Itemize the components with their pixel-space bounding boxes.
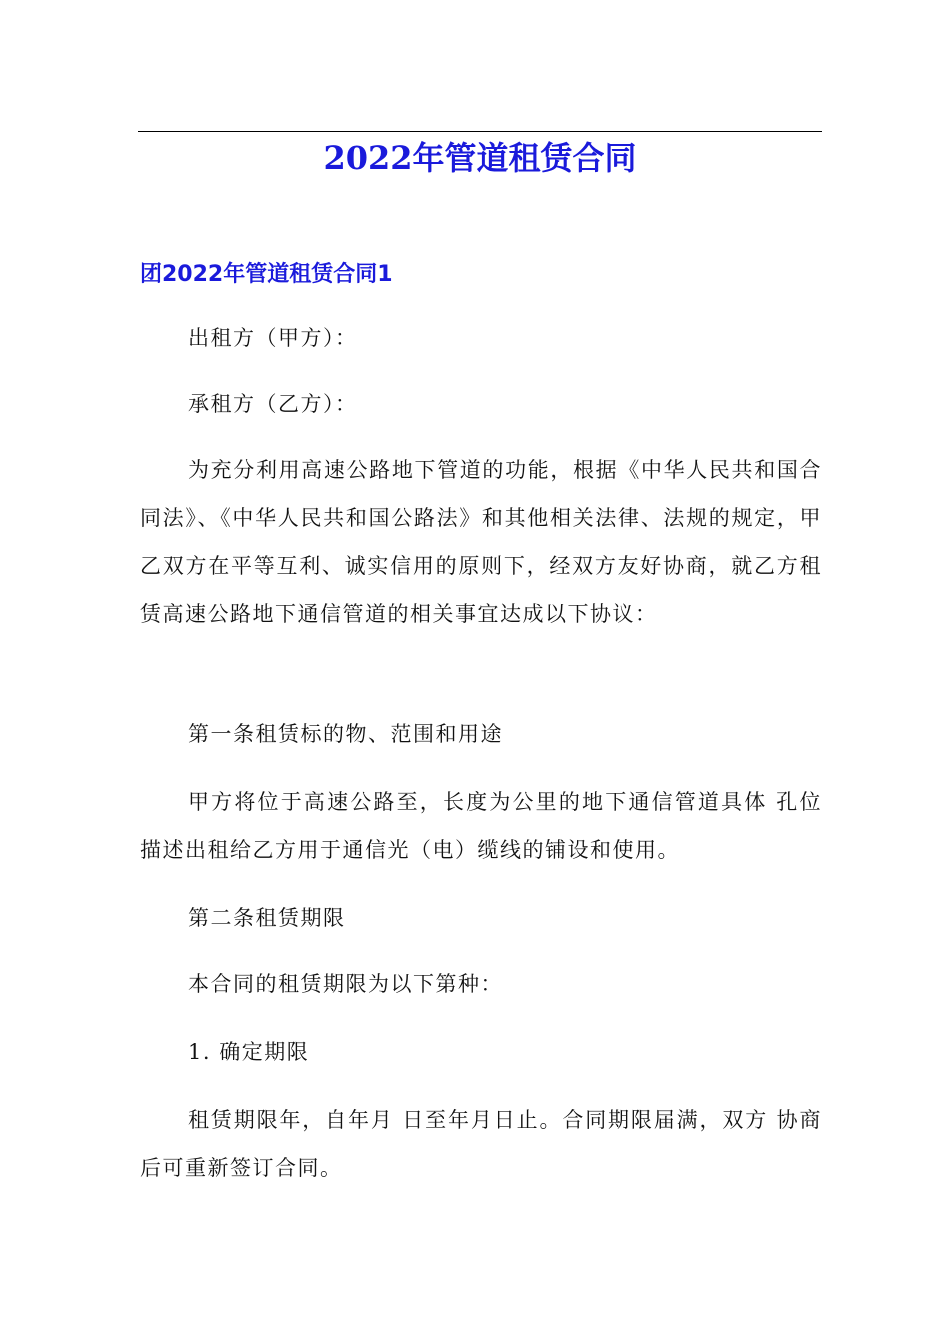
paragraph-fixed-term-body: 租赁期限年，自年月 日至年月日止。合同期限届满，双方 协商后可重新签订合同。 — [140, 1108, 822, 1180]
section-heading: 团2022年管道租赁合同1 — [140, 262, 393, 287]
paragraph-fixed-term-title: 1. 确定期限 — [188, 1040, 310, 1064]
paragraph-lessee: 承租方（乙方）： — [188, 392, 358, 416]
document-title: 2022年管道租赁合同 — [323, 139, 637, 177]
paragraph-article-1-body: 甲方将位于高速公路至，长度为公里的地下通信管道具体 孔位描述出租给乙方用于通信光（电）缆线的铺设和使用。 — [140, 790, 822, 862]
paragraph-article-2-title: 第二条租赁期限 — [188, 906, 346, 930]
paragraph-article-1-title: 第一条租赁标的物、范围和用途 — [188, 722, 503, 746]
paragraph-preamble: 为充分利用高速公路地下管道的功能，根据《中华人民共和国合同法》、《中华人民共和国公路法》和其他相关法律、法规的规定，甲乙双方在平等互利、诚实信用的原则下，经双方友好协商，就乙方租赁高速公路地下通信管道的相关事宜达成以下协议： — [140, 458, 822, 626]
paragraph-lessor: 出租方（甲方）： — [188, 326, 358, 350]
paragraph-term-options: 本合同的租赁期限为以下第种： — [188, 972, 503, 996]
header-rule — [138, 131, 822, 132]
